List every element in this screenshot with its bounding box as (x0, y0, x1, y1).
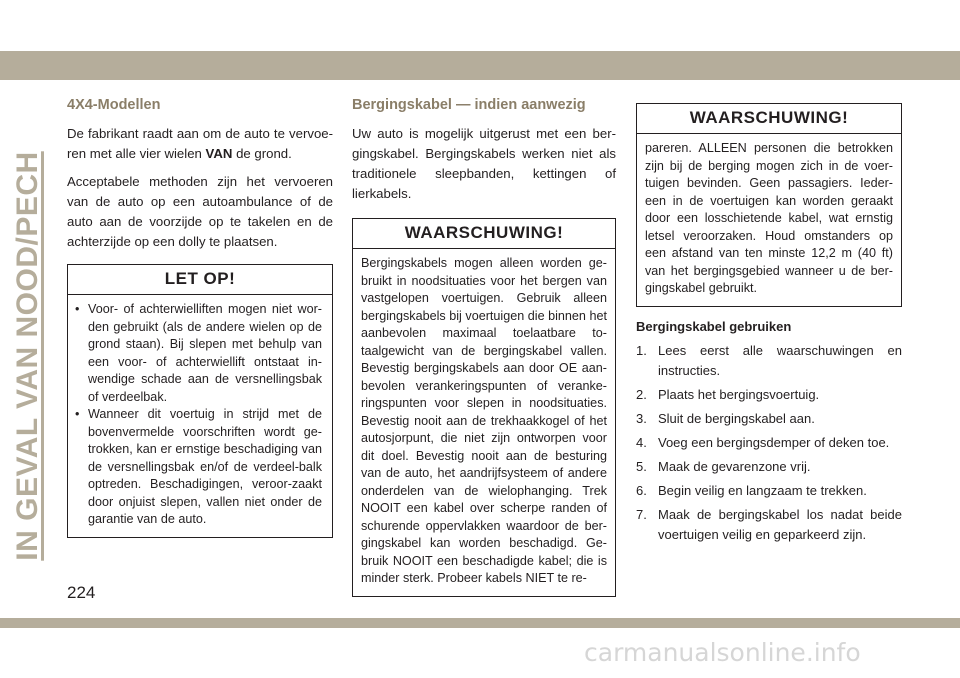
section-heading-4x4: 4X4-Modellen (67, 97, 161, 113)
step-text: Maak de gevarenzone vrij. (658, 458, 811, 474)
warning-title: WAARSCHUWING! (353, 219, 615, 249)
column-3 (636, 103, 902, 549)
step-text: Lees eerst alle waarschuwingen en instructies. (658, 342, 902, 378)
step-text: Maak de bergingskabel los nadat beide voertuigen veilig en geparkeerd zijn. (658, 506, 902, 542)
step-text: Plaats het bergingsvoertuig. (658, 386, 820, 402)
step-item (636, 457, 902, 477)
header-bar (0, 51, 960, 80)
step-item (636, 505, 902, 545)
step-text: Begin veilig en langzaam te trekken. (658, 482, 867, 498)
step-item (636, 433, 902, 453)
emphasis-van: VAN (205, 146, 233, 161)
paragraph-4x4-intro (67, 124, 333, 164)
column-2 (352, 95, 616, 597)
steps-list (636, 341, 902, 545)
step-number: 2. (636, 386, 647, 402)
caution-list (68, 301, 332, 529)
warning-text: Bergingskabels mogen alleen worden ge-bruikt in noodsituaties voor het bergen van vastgelopen voertuigen. Gebruik alleen bergingskabels bij voertuigen die binnen het aanbevolen maximaal toelaatbare to-taalgewicht van de bergingskabel vallen. Bevestig bergingskabels aan door OE aan-bevolen verankeringspunten of veranke-ringspunten voor slepen in noodsituaties. Bevestig nooit aan de trekhaakkogel of het autosjorpunt, die niet zijn ontworpen voor dit doel. Bevestig nooit aan de besturing van de auto, het aandrijfsysteem of andere onderdelen van de wielophanging. Trek NOOIT een kabel over scherpe randen of schurende oppervlakken waardoor de ber-gingskabel kan worden beschadigd. Ge-bruik NOOIT een beschadigde kabel; die is minder sterk. Probeer kabels NIET te re- (361, 256, 607, 585)
paragraph-recovery-intro: Uw auto is mogelijk uitgerust met een ber-gingskabel. Bergingskabels werken niet als traditionele sleepbanden, kettingen of lierkabels. (352, 126, 616, 201)
step-number: 1. (636, 342, 647, 358)
step-number: 4. (636, 434, 647, 450)
step-number: 5. (636, 458, 647, 474)
step-text: Sluit de bergingskabel aan. (658, 410, 815, 426)
paragraph-methods: Acceptabele methoden zijn het vervoeren van de auto op een autoambulance of de auto aan de voorzijde op te takelen en de achterzijde op een dolly te plaatsen. (67, 174, 333, 249)
step-number: 7. (636, 506, 647, 522)
caution-title: LET OP! (68, 265, 332, 295)
step-text: Voeg een bergingsdemper of deken toe. (658, 434, 890, 450)
step-number: 6. (636, 482, 647, 498)
step-item (636, 341, 902, 381)
column-1 (67, 95, 333, 538)
warning-title: WAARSCHUWING! (637, 104, 901, 134)
subheading-use-strap: Bergingskabel gebruiken (636, 318, 792, 334)
page-number: 224 (67, 583, 96, 602)
section-side-label: IN GEVAL VAN NOOD/PECH (11, 151, 44, 561)
caution-item: • Voor- of achterwielliften mogen niet wor-den gebruikt (als de andere wielen op de grond staan). Bij slepen met behulp van een voor- of achterwiellift ontstaat in-wendige schade aan de versnellingsbak of verdeelbak. (88, 301, 322, 406)
section-heading-recovery-strap: Bergingskabel — indien aanwezig (352, 97, 586, 113)
step-item (636, 409, 902, 429)
caution-box (67, 264, 333, 538)
warning-text: pareren. ALLEEN personen die betrokken zijn bij de berging mogen zich in de voer-tuigen bevinden. Geen passagiers. Ieder-een in de voertuigen kan worden geraakt door een losschietende kabel, wat ernstig letsel veroorzaken. Houd omstanders op een afstand van ten minste 12,2 m (40 ft) van het bergingsgebied wanneer u de ber-gingskabel gebruikt. (645, 141, 893, 295)
paragraph-text: de grond. (232, 146, 292, 161)
step-number: 3. (636, 410, 647, 426)
watermark: carmanualsonline.info (584, 638, 861, 667)
step-item (636, 385, 902, 405)
caution-item: • Wanneer dit voertuig in strijd met de bovenvermelde voorschriften wordt ge-trokken, kan er ernstige beschadiging van de versnellingsbak en/of de verdeel-balk optreden. Beschadigingen, veroor-zaakt door onjuist slepen, vallen niet onder de garantie van de auto. (88, 406, 322, 529)
step-item (636, 481, 902, 501)
footer-bar (0, 618, 960, 628)
paragraph-text: De fabrikant raadt aan om de auto te vervoe-ren met alle vier wielen (67, 126, 333, 161)
warning-box (352, 218, 616, 597)
warning-box-continued (636, 103, 902, 307)
